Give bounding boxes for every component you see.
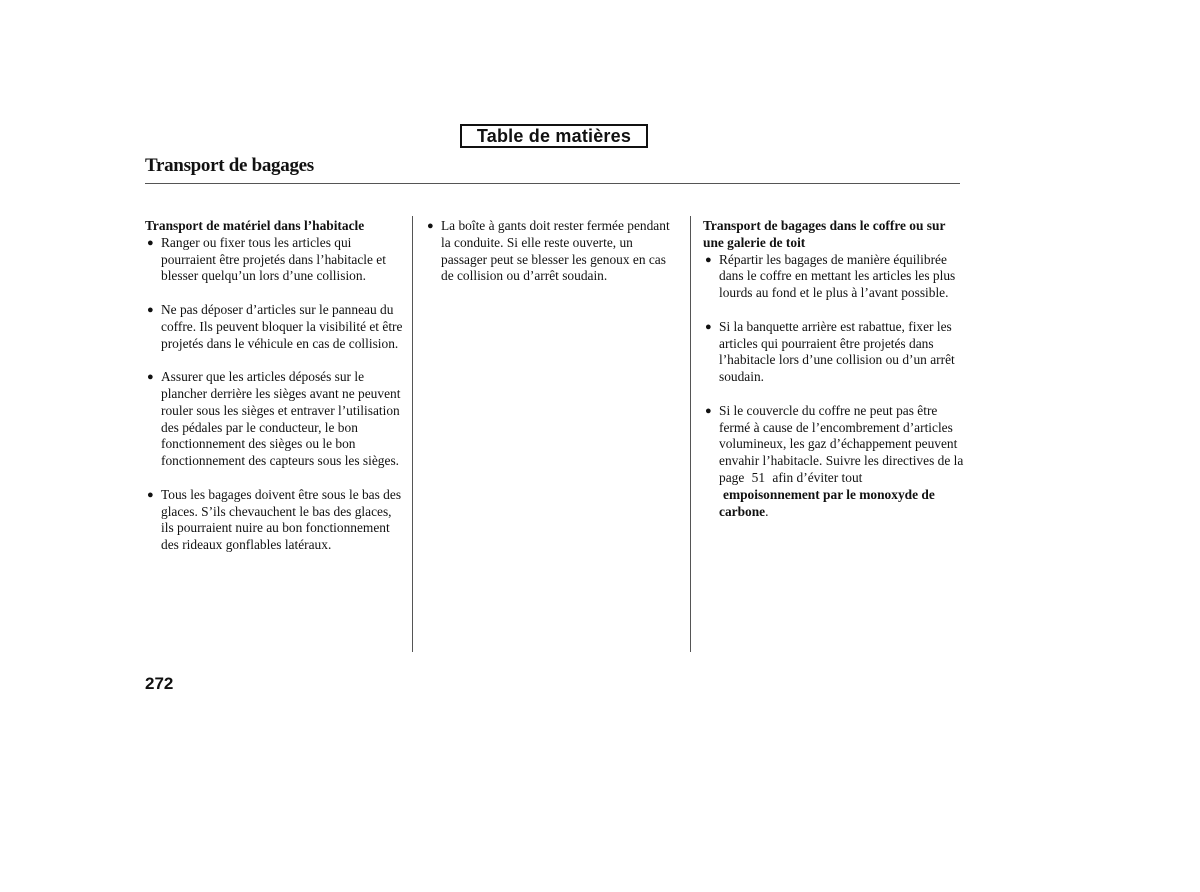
list-item-text: Assurer que les articles déposés sur le plancher derrière les sièges avant ne peuvent rouler sous les sièges et entraver l’utilisation des pédales par le conducteur, le bon fonctionnement des sièges ou le bon fonctionnement des capteurs sous les sièges. [161, 369, 401, 469]
list-item-text: Ranger ou fixer tous les articles qui pourraient être projetés dans l’habitacle et blesser quelqu’un lors d’une collision. [161, 234, 386, 284]
column-3-heading: Transport de bagages dans le coffre ou sur une galerie de toit [703, 218, 946, 250]
carbon-monoxide-link[interactable]: empoisonnement par le monoxyde de carbone [719, 486, 935, 519]
list-item-text: Tous les bagages doivent être sous le bas des glaces. S’ils chevauchent le bas des glaces, ils pourraient nuire au bon fonctionnement des rideaux gonflables latéraux. [161, 486, 402, 553]
bullet-icon: ● [705, 253, 712, 266]
section-title: Transport de bagages [145, 155, 314, 176]
list-item [145, 369, 403, 470]
bullet-icon: ● [147, 488, 154, 501]
list-item [145, 302, 403, 352]
page-reference-link[interactable]: 51 [751, 469, 766, 485]
bullet-icon: ● [705, 404, 712, 417]
column-divider-2 [690, 216, 691, 652]
page-number: 272 [145, 674, 174, 693]
list-item-text: afin d’éviter tout [772, 469, 863, 485]
bullet-icon: ● [147, 236, 154, 249]
bullet-icon: ● [705, 320, 712, 333]
list-item [703, 252, 965, 302]
title-divider [145, 183, 960, 184]
list-item [145, 235, 403, 285]
column-1-heading: Transport de matériel dans l’habitacle [145, 218, 365, 233]
list-item-text: . [765, 503, 769, 519]
list-item-text: Ne pas déposer d’articles sur le panneau du coffre. Ils peuvent bloquer la visibilité et être projetés dans le véhicule en cas de collision. [161, 301, 403, 351]
column-divider-1 [412, 216, 413, 652]
list-item [427, 218, 679, 285]
list-item-text: Si le couvercle du coffre ne peut pas être fermé à cause de l’encombrement d’articles volumineux, les gaz d’échappement peuvent envahir l’habitacle. Suivre les directives de la page [719, 402, 964, 485]
list-item-text: Si la banquette arrière est rabattue, fixer les articles qui pourraient être projetés dans l’habitacle lors d’une collision ou d’un arrêt soudain. [719, 318, 955, 385]
bullet-icon: ● [147, 303, 154, 316]
bullet-icon: ● [147, 371, 154, 384]
column-1 [145, 218, 403, 554]
list-item [703, 319, 965, 386]
table-of-contents-button[interactable]: Table de matières [460, 124, 648, 148]
list-item [145, 487, 403, 554]
list-item [703, 403, 965, 521]
bullet-icon: ● [427, 220, 434, 232]
column-2 [427, 218, 679, 285]
column-3 [703, 218, 965, 520]
list-item-text: Répartir les bagages de manière équilibrée dans le coffre en mettant les articles les plus lourds au fond et le plus à l’avant possible. [719, 251, 956, 301]
list-item-text: La boîte à gants doit rester fermée pendant la conduite. Si elle reste ouverte, un passager peut se blesser les genoux en cas de collision ou d’arrêt soudain. [441, 218, 670, 284]
